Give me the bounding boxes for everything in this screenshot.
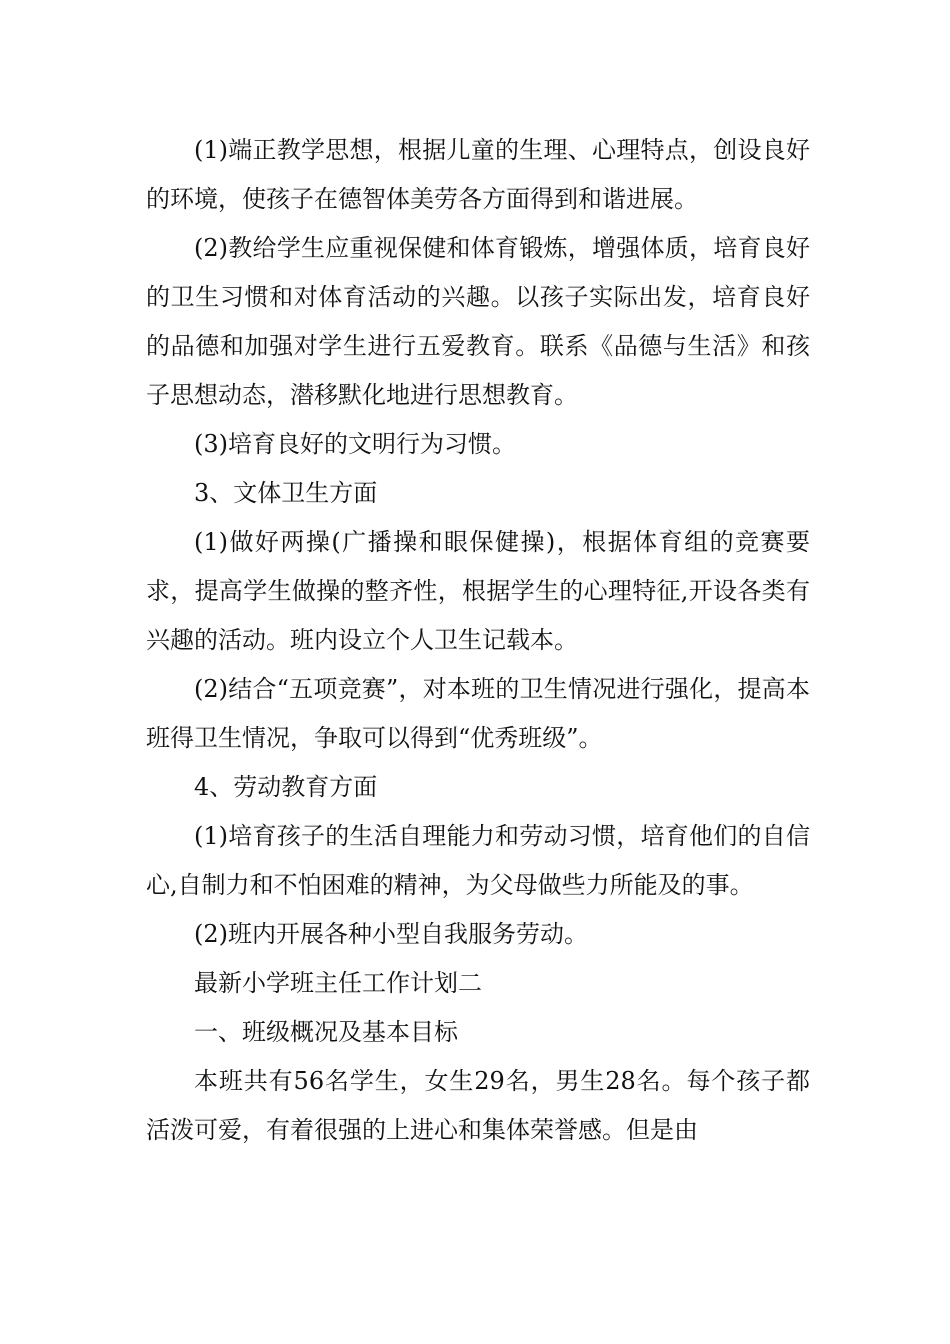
- section-heading-class-overview: 一、班级概况及基本目标: [194, 1018, 458, 1046]
- section-heading-sports-hygiene: 3、文体卫生方面: [194, 479, 378, 507]
- document-body: [146, 126, 810, 1155]
- paragraph-2: (2)教给学生应重视保健和体育锻炼，增强体质，培育良好的卫生习惯和对体育活动的兴趣。以孩子实际出发，培育良好的品德和加强对学生进行五爱教育。联系《品德与生活》和孩子思想动态，潜移默化地进行思想教育。: [146, 234, 810, 409]
- paragraph-1: (1)端正教学思想，根据儿童的生理、心理特点，创设良好的环境，使孩子在德智体美劳各方面得到和谐进展。: [146, 136, 810, 213]
- paragraph-3: (3)培育良好的文明行为习惯。: [194, 430, 516, 458]
- paragraph-5: (2)结合“五项竞赛”，对本班的卫生情况进行强化，提高本班得卫生情况，争取可以得到“优秀班级”。: [146, 675, 810, 752]
- paragraph-8: 本班共有56名学生，女生29名，男生28名。每个孩子都活泼可爱，有着很强的上进心和集体荣誉感。但是由: [146, 1067, 810, 1144]
- plan-two-title: 最新小学班主任工作计划二: [194, 969, 482, 997]
- section-heading-labor-education: 4、劳动教育方面: [194, 773, 378, 801]
- paragraph-6: (1)培育孩子的生活自理能力和劳动习惯，培育他们的自信心,自制力和不怕困难的精神，为父母做些力所能及的事。: [146, 822, 810, 899]
- paragraph-7: (2)班内开展各种小型自我服务劳动。: [194, 920, 588, 948]
- paragraph-4: (1)做好两操(广播操和眼保健操)，根据体育组的竞赛要求，提高学生做操的整齐性，根据学生的心理特征,开设各类有兴趣的活动。班内设立个人卫生记载本。: [146, 528, 810, 654]
